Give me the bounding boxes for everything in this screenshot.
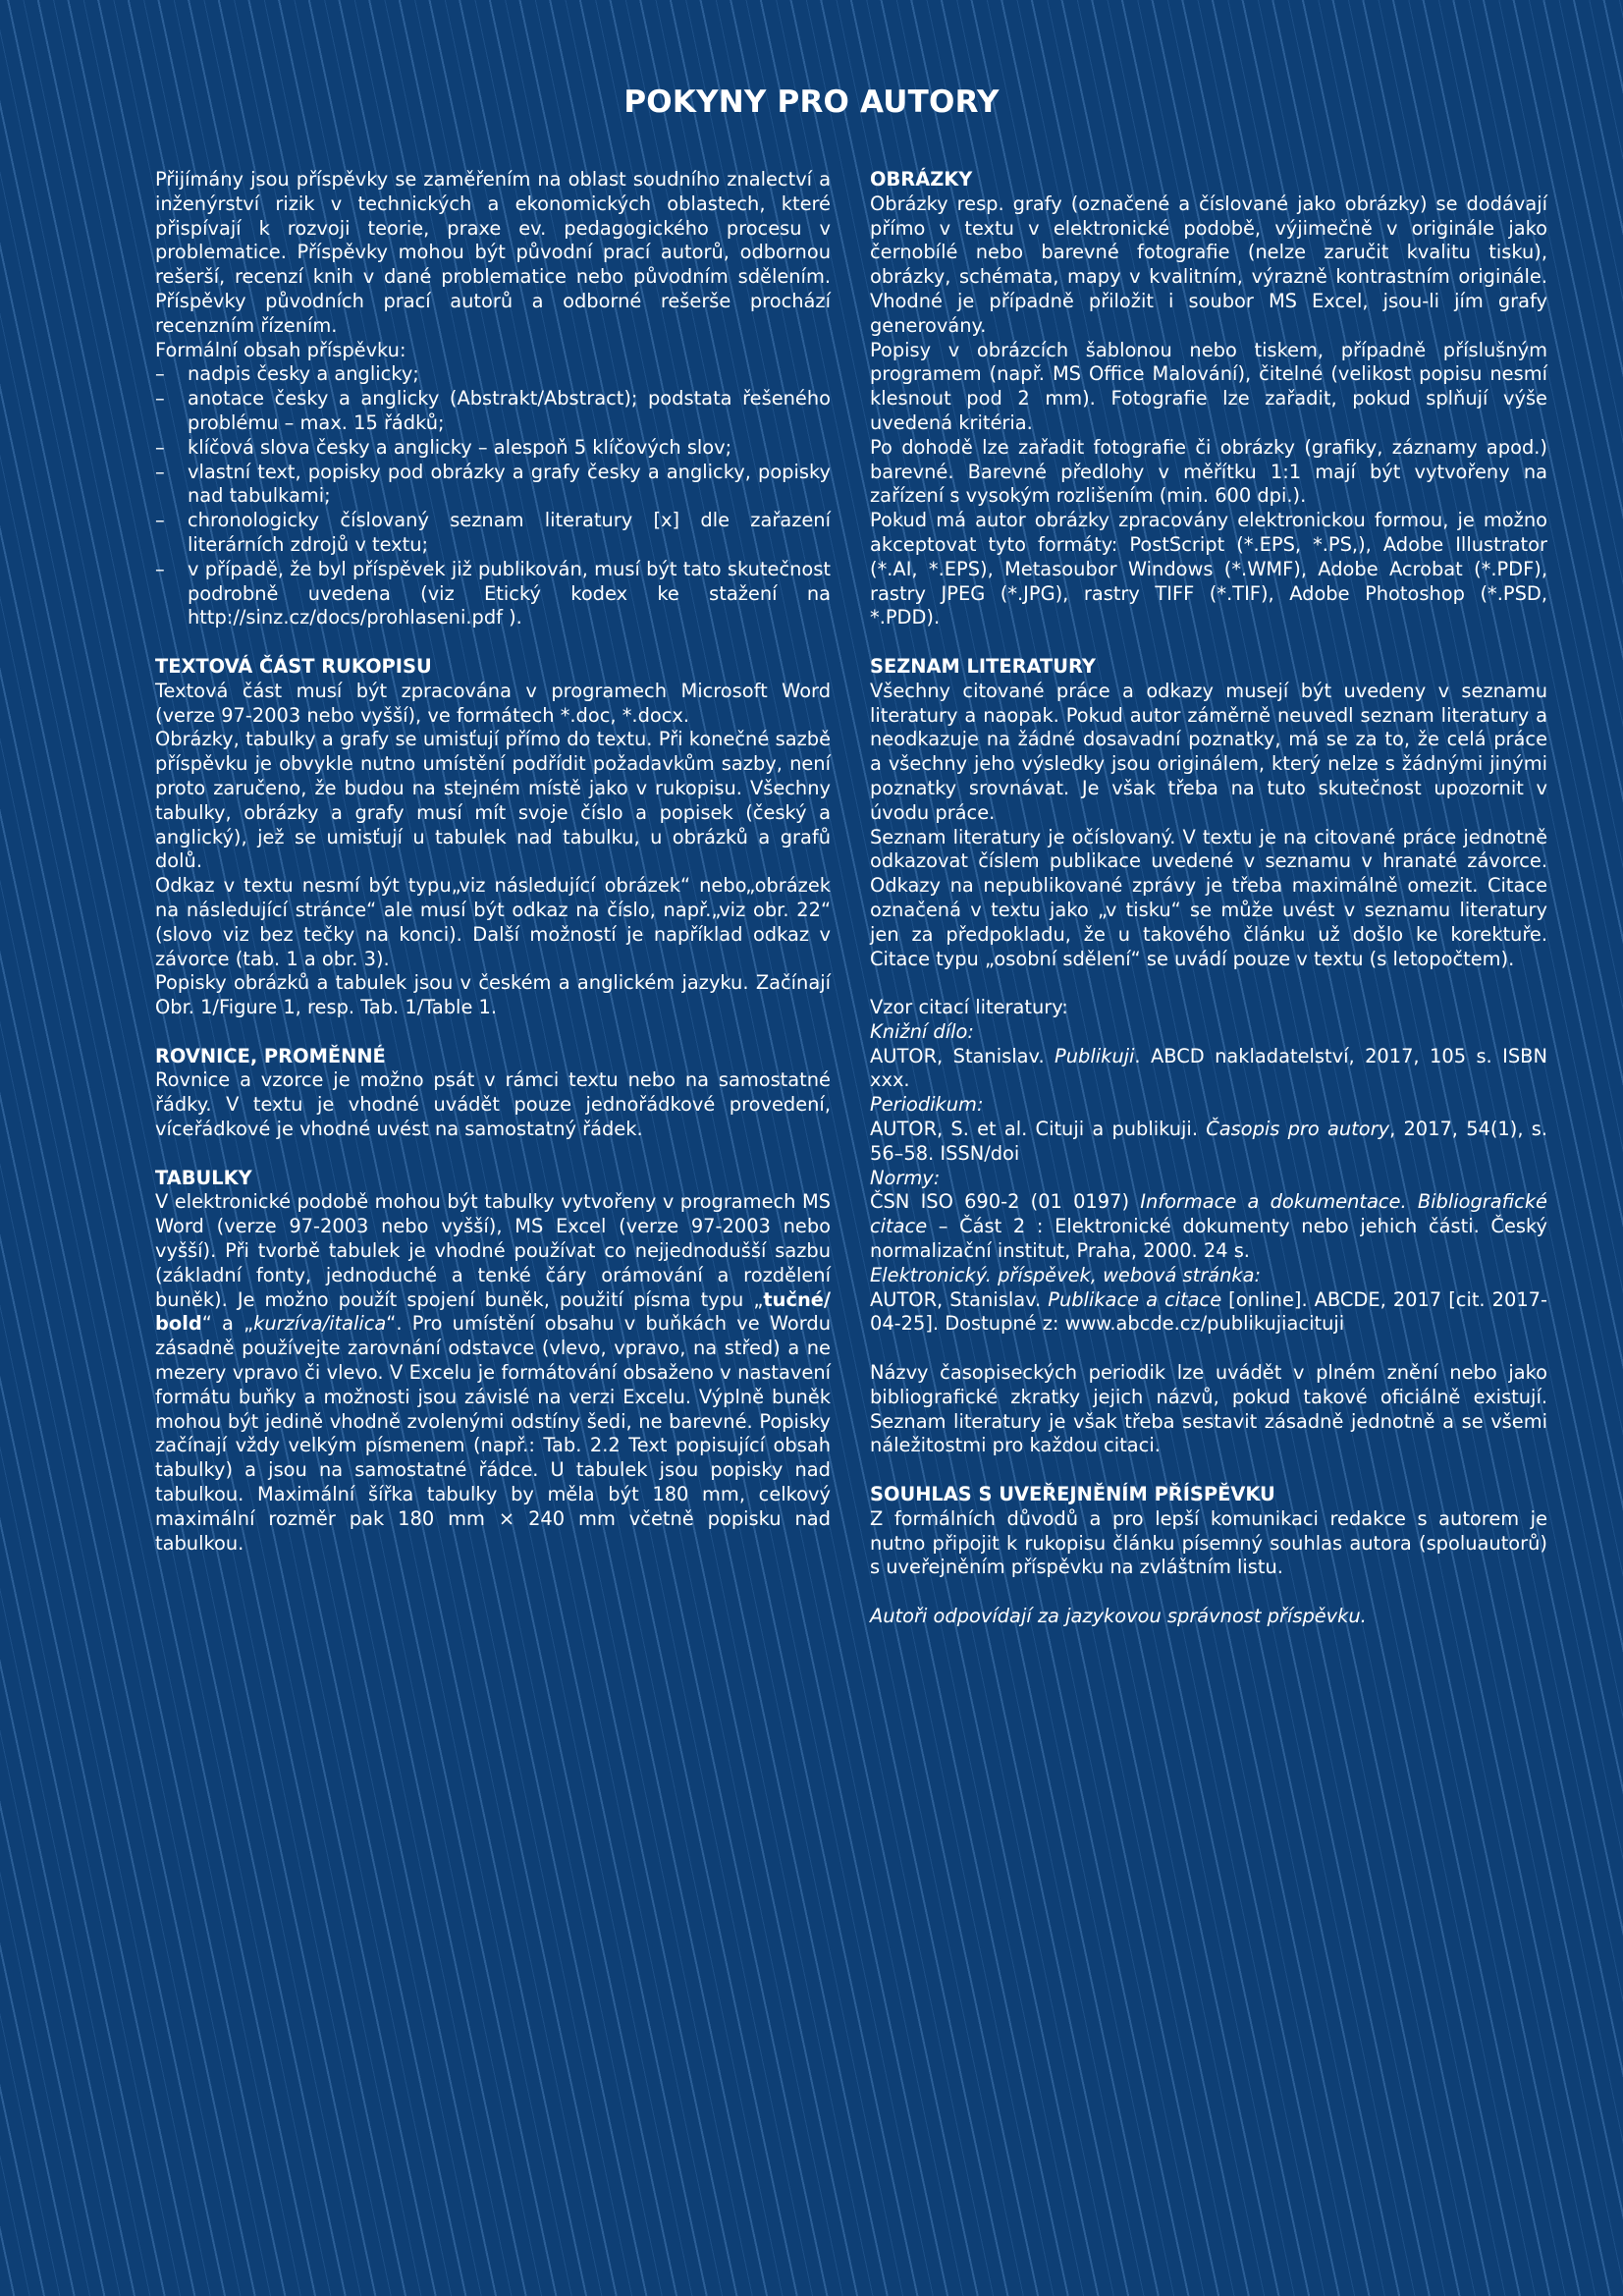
section-heading-literature: SEZNAM LITERATURY xyxy=(870,654,1096,678)
citation-norm: ČSN ISO 690-2 (01 0197) Informace a dokumentace. Bibliografické citace – Část 2 : Elektronické dokumenty nebo jehich části. Český normalizační institut, Praha, 2000. 24 s. xyxy=(870,1190,1547,1263)
text-part-paragraph: Odkaz v textu nesmí být typu„viz následující obrázek“ nebo„obrázek na následující stránce“ ale musí být odkaz na číslo, např.„viz obr. 22“ (slovo viz bez tečky na konci). Další možností je například odkaz v závorce (tab. 1 a obr. 3). xyxy=(155,874,831,970)
section-heading-tables: TABULKY xyxy=(155,1166,252,1189)
images-paragraph: Popisy v obrázcích šablonou nebo tiskem, případně příslušným programem (např. MS Office Malování), čitelné (velikost popisu nesmí klesnout pod 2 mm). Fotografie lze zařadit, pokud splňují výše uvedená kritéria. xyxy=(870,338,1547,434)
citation-sample-title: Vzor citací literatury: xyxy=(870,996,1068,1019)
images-paragraph: Pokud má autor obrázky zpracovány elektronickou formou, je možno akceptovat tyto formáty: PostScript (*.EPS, *.PS,), Adobe Illustrator (*.AI, *.EPS), Metasoubor Windows (*.WMF), Adobe Acrobat (*.PDF), rastry JPEG (*.JPG), rastry TIFF (*.TIF), Adobe Photoshop (*.PSD, *.PDD). xyxy=(870,509,1547,629)
citation-periodical: AUTOR, S. et al. Cituji a publikuji. Časopis pro autory, 2017, 54(1), s. 56–58. ISSN/doi xyxy=(870,1118,1547,1165)
list-item: – anotace česky a anglicky (Abstrakt/Abstract); podstata řešeného problému – max. 15 řádků; xyxy=(155,387,831,436)
tables-paragraph: V elektronické podobě mohou být tabulky vytvořeny v programech MS Word (verze 97-2003 nebo vyšší), MS Excel (verze 97-2003 nebo vyšší). Při tvorbě tabulek je vhodné používat co nejjednodušší sazbu (základní fonty, jednoduché a tenké čáry orámování a rozdělení buněk). Je možno použít spojení buněk, použití písma typu „tučné/ bold“ a „kurzíva/italica“. Pro umístění obsahu v buňkách ve Wordu zásadně používejte zarovnání odstavce (vlevo, vpravo, na střed) a ne mezery vpravo či vlevo. V Excelu je formátování obsaženo v nastavení formátu buňky a možnosti jsou závislé na verzi Excelu. Výplně buněk mohou být jedině vhodně zvolenými odstíny šedi, ne barevné. Popisky začínají vždy velkým písmenem (např.: Tab. 2.2 Text popisující obsah tabulky) a jsou na samostatné řádce. U tabulek jsou popisky nad tabulkou. Maximální šířka tabulky by měla být 180 mm, celkový maximální rozměr pak 180 mm × 240 mm včetně popisku nad tabulkou. xyxy=(155,1190,831,1555)
italic-example: kurzíva/italica xyxy=(253,1312,387,1336)
formal-content-label: Formální obsah příspěvku: xyxy=(155,338,406,361)
intro-paragraph: Přijímány jsou příspěvky se zaměřením na oblast soudního znalectví a inženýrství rizik v technických a ekonomických oblastech, které přispívají k rozvoji teorie, praxe ev. pedagogického procesu v problematice. Příspěvky mohou být původní prací autorů, odbornou rešerší, recenzí knih v dané problematice nebo původním sdělením. Příspěvky původních prací autorů a odborné rešerše prochází recenzním řízením. xyxy=(155,168,831,337)
text-part-paragraph: Textová část musí být zpracována v programech Microsoft Word (verze 97-2003 nebo vyšší), ve formátech *.doc, *.docx. xyxy=(155,679,831,727)
text-part-paragraph: Obrázky, tabulky a grafy se umisťují přímo do textu. Při konečné sazbě příspěvku je obvykle nutno umístění podřídit požadavkům sazby, není proto zaručeno, že budou na stejném místě jako v rukopisu. Všechny tabulky, obrázky a grafy musí mít svoje číslo a popisek (český a anglický), jež se umisťují u tabulek nad tabulku, u obrázků a grafů dolů. xyxy=(155,728,831,873)
bold-example: tučné/ bold xyxy=(155,1287,831,1336)
formal-content-list xyxy=(155,362,831,630)
section-heading-equations: ROVNICE, PROMĚNNÉ xyxy=(155,1044,386,1067)
citation-periodical-label: Periodikum: xyxy=(870,1093,984,1117)
section-heading-text-part: TEXTOVÁ ČÁST RUKOPISU xyxy=(155,654,432,678)
images-paragraph: Po dohodě lze zařadit fotografie či obrázky (grafiky, záznamy apod.) barevné. Barevné předlohy v měřítku 1:1 mají být vytvořeny na zařízení s vysokým rozlišením (min. 600 dpi.). xyxy=(870,435,1547,508)
section-heading-consent: SOUHLAS S UVEŘEJNĚNÍM PŘÍSPĚVKU xyxy=(870,1483,1275,1506)
left-column xyxy=(155,168,831,1556)
citation-book: AUTOR, Stanislav. Publikuji. ABCD nakladatelství, 2017, 105 s. ISBN xxx. xyxy=(870,1044,1547,1092)
list-item: – klíčová slova česky a anglicky – alespoň 5 klíčových slov; xyxy=(155,436,831,461)
list-item: – chronologicky číslovaný seznam literatury [x] dle zařazení literárních zdrojů v textu; xyxy=(155,509,831,558)
citation-book-label: Knižní dílo: xyxy=(870,1019,974,1043)
citation-web-label: Elektronický. příspěvek, webová stránka: xyxy=(870,1263,1262,1286)
equations-paragraph: Rovnice a vzorce je možno psát v rámci textu nebo na samostatné řádky. V textu je vhodné uvádět pouze jednořádkové provedení, víceřádkové je vhodné uvést na samostatný řádek. xyxy=(155,1068,831,1141)
list-item: – vlastní text, popisky pod obrázky a grafy česky a anglicky, popisky nad tabulkami; xyxy=(155,461,831,510)
consent-paragraph: Z formálních důvodů a pro lepší komunikaci redakce s autorem je nutno připojit k rukopisu článku písemný souhlas autora (spoluautorů) s uveřejněním příspěvku na zvláštním listu. xyxy=(870,1506,1547,1579)
citation-web: AUTOR, Stanislav. Publikace a citace [online]. ABCDE, 2017 [cit. 2017-04-25]. Dostupné z: www.abcde.cz/publikujiacituji xyxy=(870,1287,1547,1336)
citation-norms-label: Normy: xyxy=(870,1166,941,1189)
journals-note: Názvy časopiseckých periodik lze uvádět v plném znění nebo jako bibliografické zkratky jejich názvů, pokud takové oficiálně existují. Seznam literatury je však třeba sestavit zásadně jednotně a se všemi náležitostmi pro každou citaci. xyxy=(870,1361,1547,1457)
literature-paragraph: Seznam literatury je očíslovaný. V textu je na citované práce jednotně odkazovat číslem publikace uvedené v seznamu v hranaté závorce. Odkazy na nepublikované zprávy je třeba maximálně omezit. Citace označená v textu jako „v tisku“ se může uvést v seznamu literatury jen za předpokladu, že u takového článku už došlo ke korektuře. Citace typu „osobní sdělení“ se uvádí pouze v textu (s letopočtem). xyxy=(870,825,1547,970)
list-item: – v případě, že byl příspěvek již publikován, musí být tato skutečnost podrobně uvedena (viz Etický kodex ke stažení na http://sinz.cz/docs/prohlaseni.pdf ). xyxy=(155,558,831,630)
images-paragraph: Obrázky resp. grafy (označené a číslované jako obrázky) se dodávají přímo v textu v elektronické podobě, výjimečně v originále jako černobílé nebo barevné fotografie (nelze zaručit kvalitu tisku), obrázky, schémata, mapy v kvalitním, výrazně kontrastním originále. Vhodné je případně přiložit i soubor MS Excel, jsou-li jím grafy generovány. xyxy=(870,191,1547,337)
right-column xyxy=(870,168,1547,1629)
list-item: – nadpis česky a anglicky; xyxy=(155,362,831,387)
text-part-paragraph: Popisky obrázků a tabulek jsou v českém a anglickém jazyku. Začínají Obr. 1/Figure 1, resp. Tab. 1/Table 1. xyxy=(155,971,831,1019)
section-heading-images: OBRÁZKY xyxy=(870,168,973,191)
literature-paragraph: Všechny citované práce a odkazy musejí být uvedeny v seznamu literatury a naopak. Pokud autor záměrně neuvedl seznam literatury a neodkazuje na žádné dosavadní poznatky, má se za to, že celá práce a všechny jeho výsledky jsou originálem, který nelze s žádnými jinými poznatky srovnávat. Je však třeba na tuto skutečnost upozornit v úvodu práce. xyxy=(870,679,1547,824)
closing-note: Autoři odpovídají za jazykovou správnost příspěvku. xyxy=(870,1605,1367,1628)
page-title: POKYNY PRO AUTORY xyxy=(623,84,1000,120)
